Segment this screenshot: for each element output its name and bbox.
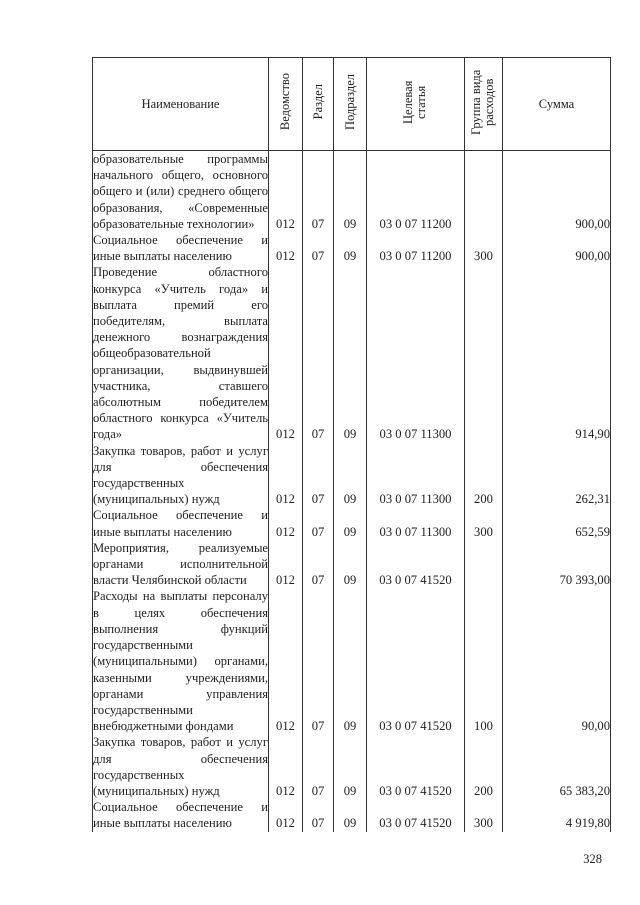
header-group: Группа вида расходов — [468, 69, 496, 135]
row-dept: 012 — [269, 540, 303, 589]
row-target: 03 0 07 41520 — [367, 588, 465, 734]
row-subsection: 09 — [334, 264, 367, 442]
row-target: 03 0 07 41520 — [367, 540, 465, 589]
row-name: Закупка товаров, работ и услуг для обеспечения государственных (муниципальных) нужд — [93, 443, 268, 507]
header-subsection: Подраздел — [342, 74, 357, 130]
row-group: 300 — [465, 507, 503, 539]
row-sum: 652,59 — [503, 507, 611, 539]
row-name: Мероприятия, реализуемые органами исполнительной власти Челябинской области — [93, 540, 268, 588]
table-row — [93, 232, 611, 264]
row-group — [465, 151, 503, 233]
row-subsection: 09 — [334, 540, 367, 589]
row-dept: 012 — [269, 151, 303, 233]
header-target: Целевая статья — [400, 80, 428, 124]
row-subsection: 09 — [334, 232, 367, 264]
row-sum: 65 383,20 — [503, 734, 611, 799]
row-name: Социальное обеспечение и иные выплаты населению — [93, 233, 268, 264]
row-subsection: 09 — [334, 443, 367, 508]
row-section: 07 — [303, 734, 334, 799]
row-section: 07 — [303, 588, 334, 734]
table-row — [93, 507, 611, 539]
row-name: Закупка товаров, работ и услуг для обеспечения государственных (муниципальных) нужд — [93, 735, 268, 798]
row-group — [465, 264, 503, 442]
row-target: 03 0 07 11200 — [367, 232, 465, 264]
row-group: 200 — [465, 443, 503, 508]
row-subsection: 09 — [334, 588, 367, 734]
header-section: Раздел — [310, 84, 325, 120]
row-name: Проведение областного конкурса «Учитель года» и выплата премий его победителям, выплата денежного вознаграждения общеобразовательной организации, выдвинувшей участника, ставшего абсолютным победителем областного конкурса «Учитель года» — [93, 265, 268, 442]
row-target: 03 0 07 41520 — [367, 734, 465, 799]
row-target: 03 0 07 11300 — [367, 264, 465, 442]
table-row — [93, 264, 611, 442]
row-dept: 012 — [269, 507, 303, 539]
row-section: 07 — [303, 151, 334, 233]
header-name: Наименование — [93, 58, 269, 151]
row-name: Социальное обеспечение и иные выплаты населению — [93, 800, 268, 831]
row-sum: 900,00 — [503, 151, 611, 233]
table-row — [93, 151, 611, 233]
table-row — [93, 443, 611, 508]
table-header-row — [93, 58, 611, 151]
row-group — [465, 540, 503, 589]
row-sum: 914,90 — [503, 264, 611, 442]
row-dept: 012 — [269, 443, 303, 508]
table-row — [93, 799, 611, 831]
row-section: 07 — [303, 799, 334, 831]
row-name: Социальное обеспечение и иные выплаты населению — [93, 508, 268, 539]
header-sum: Сумма — [503, 58, 611, 151]
row-subsection: 09 — [334, 507, 367, 539]
budget-table — [92, 57, 611, 832]
table-row — [93, 734, 611, 799]
row-dept: 012 — [269, 232, 303, 264]
row-target: 03 0 07 11200 — [367, 151, 465, 233]
row-sum: 4 919,80 — [503, 799, 611, 831]
row-section: 07 — [303, 232, 334, 264]
row-dept: 012 — [269, 588, 303, 734]
row-dept: 012 — [269, 734, 303, 799]
row-dept: 012 — [269, 264, 303, 442]
row-section: 07 — [303, 507, 334, 539]
row-group: 200 — [465, 734, 503, 799]
row-sum: 70 393,00 — [503, 540, 611, 589]
page-number: 328 — [583, 852, 602, 866]
row-name: образовательные программы начального общего, основного общего и (или) среднего общего образования, «Современные образовательные технологии» — [93, 152, 268, 231]
row-sum: 90,00 — [503, 588, 611, 734]
row-section: 07 — [303, 540, 334, 589]
table-row — [93, 540, 611, 589]
row-subsection: 09 — [334, 151, 367, 233]
row-sum: 900,00 — [503, 232, 611, 264]
row-group: 300 — [465, 232, 503, 264]
row-sum: 262,31 — [503, 443, 611, 508]
row-section: 07 — [303, 443, 334, 508]
row-group: 100 — [465, 588, 503, 734]
table-row — [93, 588, 611, 734]
row-name: Расходы на выплаты персоналу в целях обеспечения выполнения функций государственными (муниципальными) органами, казенными учреждениями, органами управления государственными внебюджетными фондами — [93, 589, 268, 734]
row-group: 300 — [465, 799, 503, 831]
row-target: 03 0 07 41520 — [367, 799, 465, 831]
row-target: 03 0 07 11300 — [367, 443, 465, 508]
row-dept: 012 — [269, 799, 303, 831]
row-target: 03 0 07 11300 — [367, 507, 465, 539]
row-subsection: 09 — [334, 734, 367, 799]
row-subsection: 09 — [334, 799, 367, 831]
header-dept: Ведомство — [278, 73, 292, 131]
row-section: 07 — [303, 264, 334, 442]
